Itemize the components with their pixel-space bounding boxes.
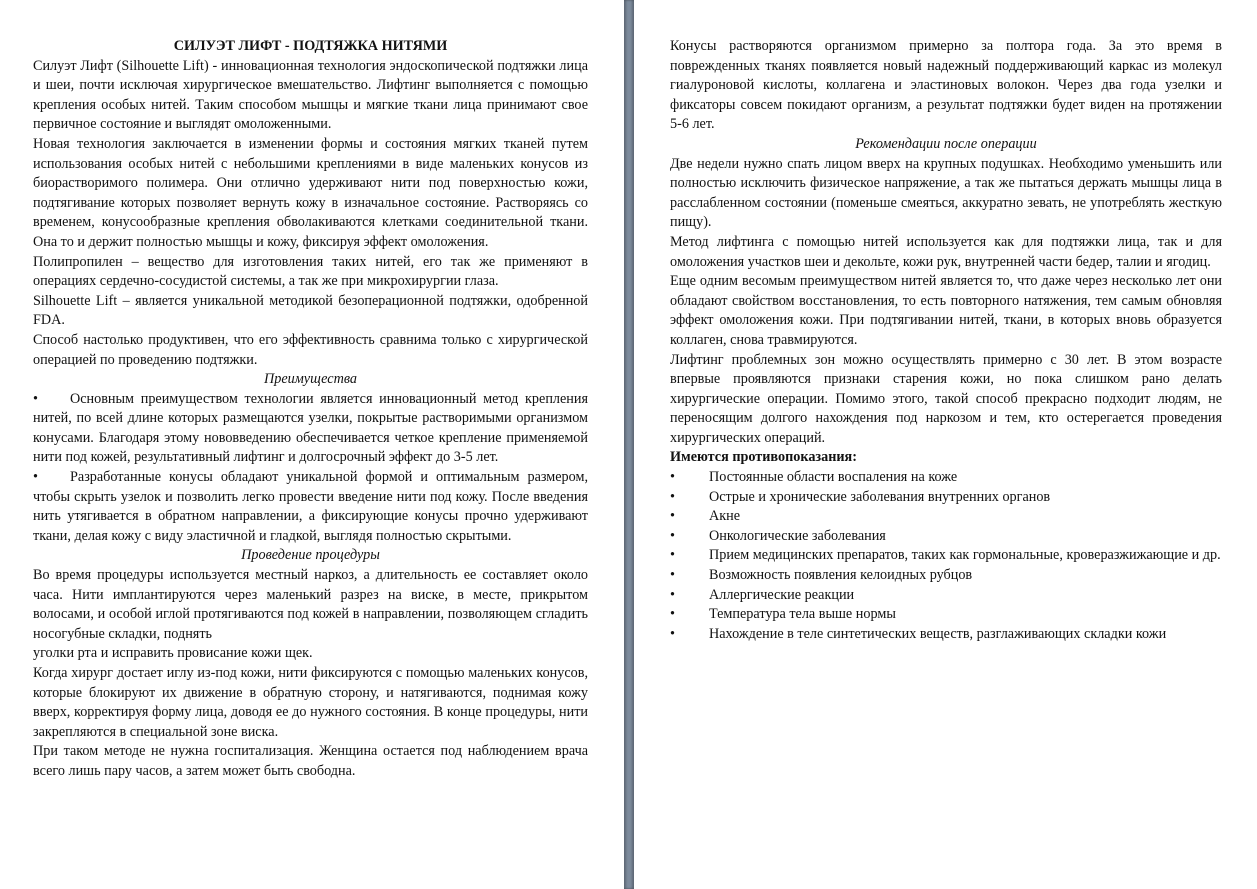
bullet-icon: • [670,508,675,525]
procedure-paragraph: Во время процедуры используется местный наркоз, а длительность ее составляет около часа. Нити имплантируются через маленький разрез на виске, в месте, прикрытом волосами, и особой иглой протягиваются под кожей в направлении, позволяющем сгладить носогубные складки, поднять [33,567,588,642]
effectiveness-paragraph: Способ настолько продуктивен, что его эффективность сравнима только с хирургической операцией по проведению подтяжки. [33,331,588,368]
bullet-icon: • [670,488,675,505]
cones-paragraph: Конусы растворяются организмом примерно за полтора года. За это время в поврежденных тканях появляется новый надежный поддерживающий каркас из молекул гиалуроновой кислоты, коллагена и эластиновых волокон. Через два года узелки и фиксаторы совсем покидают организм, а результат подтяжки будет виден на протяжении 5-6 лет. [670,38,1222,133]
list-item [670,586,1222,606]
list-item [670,625,1222,645]
bullet-icon: • [670,625,675,642]
bullet-icon: • [670,547,675,564]
bullet-icon: • [33,469,38,486]
list-item [670,507,1222,527]
document-title: СИЛУЭТ ЛИФТ - ПОДТЯЖКА НИТЯМИ [173,38,448,54]
polypropylene-paragraph: Полипропилен – вещество для изготовления таких нитей, его так же применяют в операциях сердечно-сосудистой системы, а так же при микрохирургии глаза. [33,253,588,290]
advantage-item [33,468,588,546]
advantages-heading: Преимущества [264,371,357,388]
left-page [0,0,624,889]
bullet-icon: • [670,567,675,584]
advantage-text: Разработанные конусы обладают уникальной формой и оптимальным размером, чтобы скрыть узелок и позволить легко провести введение нити под кожу. После введения нить утягивается в обратном направлении, а фиксирующие конусы прочно удерживают ткани, делая кожу с виду эластичной и гладкой, выглядя полностью скрытыми. [33,469,588,544]
right-page [634,0,1257,889]
recommendation-paragraph: Еще одним весомым преимуществом нитей является то, что даже через несколько лет они обладают свойством восстановления, то есть повторного натяжения, тем самым обновляя эффект омоложения кожи. При подтягивании нитей, ткани, в которых вновь образуется коллаген, снова травмируются. [670,273,1222,348]
bullet-icon: • [33,390,38,407]
advantage-item [33,390,588,468]
recommendations-heading: Рекомендации после операции [855,135,1037,152]
list-item-text: Возможность появления келоидных рубцов [709,567,973,584]
procedure-paragraph: Когда хирург достает иглу из-под кожи, нити фиксируются с помощью маленьких конусов, которые блокируют их движение в обратную сторону, и натягиваются, поднимая кожу вверх, корректируя форму лица, доводя ее до нужного состояния. В конце процедуры, нити закрепляются в специальной зоне виска. [33,665,588,740]
list-item [670,546,1222,566]
recommendation-paragraph: Две недели нужно спать лицом вверх на крупных подушках. Необходимо уменьшить или полностью исключить физическое напряжение, а так же пытаться держать мышцы лица в расслабленном состоянии (поменьше смеяться, аккуратно зевать, не употреблять жесткую пищу). [670,155,1222,231]
technology-paragraph: Новая технология заключается в изменении формы и состояния мягких тканей путем использования особых нитей с небольшими креплениями в виде маленьких конусов из биорастворимого полимера. Они отлично удерживают нити под поверхностью кожи, подтягивание которых позволяет вернуть кожу в изначальное состояние. Растворяясь со временем, конусообразные крепления обволакиваются клетками соединительной ткани. Она то и держит полностью мышцы и кожу, фиксируя эффект омоложения. [33,135,588,250]
page-divider [624,0,634,889]
left-column [33,37,588,782]
list-item-text: Прием медицинских препаратов, таких как гормональные, кроверазжижающие и др. [709,547,1221,564]
bullet-icon: • [670,606,675,623]
list-item-text: Острые и хронические заболевания внутренних органов [709,488,1051,505]
list-item [670,468,1222,488]
procedure-paragraph-end: уголки рта и исправить провисание кожи щек. [33,645,313,662]
bullet-icon: • [670,527,675,544]
list-item-text: Температура тела выше нормы [709,606,896,623]
recommendation-paragraph: Лифтинг проблемных зон можно осуществлять примерно с 30 лет. В этом возрасте впервые проявляются признаки старения кожи, но пока слишком рано делать хирургические операции. Помимо этого, такой способ прекрасно подходит людям, не переносящим долгого нахождения под наркозом и тем, кто остерегается проведения хирургических операций. [670,351,1222,446]
list-item-text: Онкологические заболевания [709,527,886,544]
bullet-icon: • [670,586,675,603]
list-item [670,566,1222,586]
procedure-heading: Проведение процедуры [241,547,380,564]
list-item-text: Акне [709,508,741,525]
intro-paragraph: Силуэт Лифт (Silhouette Lift) - инновационная технология эндоскопической подтяжки лица и шеи, почти исключая хирургическое вмешательство. Лифтинг выполняется с помощью крепления особых нитей. Таким способом мышцы и мягкие ткани лица принимают свое первичное состояние и выглядят омоложенными. [33,57,588,133]
list-item [670,488,1222,508]
list-item [670,527,1222,547]
list-item [670,605,1222,625]
list-item-text: Нахождение в теле синтетических веществ, разглаживающих складки кожи [709,625,1167,642]
recommendation-paragraph: Метод лифтинга с помощью нитей используется как для подтяжки лица, так и для омоложения участков шеи и декольте, кожи рук, внутренней части бедер, талии и ягодиц. [670,233,1222,270]
list-item-text: Аллергические реакции [709,586,855,603]
contraindications-heading: Имеются противопоказания: [670,449,857,466]
advantage-text: Основным преимуществом технологии является инновационный метод крепления нитей, по всей длине которых размещаются узелки, покрытые растворимыми организмом конусами. Благодаря этому нововведению обеспечивается четкое крепление применяемой нити под кожей, результативный лифтинг и долгосрочный эффект до 3-5 лет. [33,390,588,466]
list-item-text: Постоянные области воспаления на коже [709,469,958,486]
procedure-paragraph: При таком методе не нужна госпитализация. Женщина остается под наблюдением врача всего лишь пару часов, а затем может быть свободна. [33,743,588,779]
fda-paragraph: Silhouette Lift – является уникальной методикой безоперационной подтяжки, одобренной FDA. [33,292,588,329]
right-column [670,37,1222,644]
contraindications-list [670,468,1222,644]
bullet-icon: • [670,469,675,486]
